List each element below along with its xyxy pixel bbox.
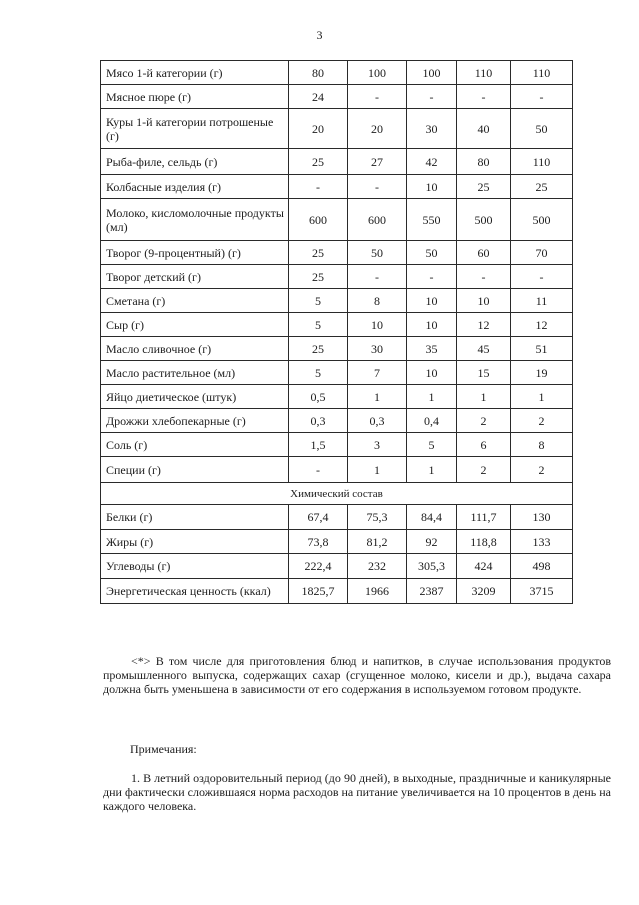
- table-cell-value: -: [289, 457, 348, 483]
- note-item-1: 1. В летний оздоровительный период (до 90 дней), в выходные, праздничные и каникулярные дни фактически сложившаяся норма расходов на питание увеличивается на 10 процентов в день на каждого человека.: [103, 771, 611, 813]
- table-row: [101, 457, 573, 483]
- table-cell-label: Творог детский (г): [101, 265, 289, 289]
- table-cell-label: Сметана (г): [101, 289, 289, 313]
- table-cell-value: 2: [457, 457, 511, 483]
- table-cell-value: 500: [511, 199, 573, 241]
- table-cell-value: 100: [348, 61, 407, 85]
- table-cell-value: 3: [348, 433, 407, 457]
- chemical-cell-label: Энергетическая ценность (ккал): [101, 579, 289, 604]
- notes-title: Примечания:: [130, 742, 197, 756]
- table-cell-value: 25: [289, 265, 348, 289]
- table-cell-value: 5: [289, 361, 348, 385]
- chemical-cell-value: 1966: [348, 579, 407, 604]
- table-cell-value: -: [348, 85, 407, 109]
- chemical-cell-value: 67,4: [289, 505, 348, 530]
- table-row: [101, 409, 573, 433]
- chemical-cell-value: 3715: [511, 579, 573, 604]
- chemical-cell-value: 305,3: [407, 554, 457, 579]
- table-cell-value: -: [289, 175, 348, 199]
- table-cell-value: 600: [289, 199, 348, 241]
- table-cell-value: 5: [289, 289, 348, 313]
- table-row: [101, 361, 573, 385]
- chemical-cell-value: 222,4: [289, 554, 348, 579]
- chemical-cell-label: Белки (г): [101, 505, 289, 530]
- table-cell-value: 35: [407, 337, 457, 361]
- table-cell-value: 10: [407, 289, 457, 313]
- table-cell-value: 70: [511, 241, 573, 265]
- chemical-section-title: Химический состав: [101, 483, 573, 505]
- table-cell-value: 600: [348, 199, 407, 241]
- table-row: [101, 199, 573, 241]
- chemical-cell-label: Углеводы (г): [101, 554, 289, 579]
- table-cell-value: 25: [289, 337, 348, 361]
- table-cell-value: 0,3: [348, 409, 407, 433]
- table-cell-value: 10: [348, 313, 407, 337]
- table-cell-value: 80: [289, 61, 348, 85]
- table-row: [101, 265, 573, 289]
- table-cell-value: 1: [348, 385, 407, 409]
- table-row: [101, 241, 573, 265]
- chemical-cell-label: Жиры (г): [101, 530, 289, 554]
- chemical-cell-value: 3209: [457, 579, 511, 604]
- table-cell-value: -: [348, 175, 407, 199]
- chemical-cell-value: 73,8: [289, 530, 348, 554]
- table-cell-value: 1: [407, 457, 457, 483]
- table-cell-value: 110: [511, 149, 573, 175]
- table-cell-value: 2: [511, 457, 573, 483]
- table-cell-value: 0,5: [289, 385, 348, 409]
- table-cell-value: 60: [457, 241, 511, 265]
- chemical-cell-value: 118,8: [457, 530, 511, 554]
- table-row: [101, 579, 573, 604]
- chemical-cell-value: 498: [511, 554, 573, 579]
- table-cell-label: Молоко, кисломолочные продукты (мл): [101, 199, 289, 241]
- table-cell-value: 25: [511, 175, 573, 199]
- page-number: 3: [316, 28, 323, 42]
- table-row: [101, 61, 573, 85]
- table-cell-value: -: [348, 265, 407, 289]
- chemical-cell-value: 232: [348, 554, 407, 579]
- table-cell-value: 19: [511, 361, 573, 385]
- table-cell-value: 20: [348, 109, 407, 149]
- table-cell-label: Специи (г): [101, 457, 289, 483]
- table-cell-value: 1: [457, 385, 511, 409]
- table-cell-value: 10: [407, 361, 457, 385]
- table-row: [101, 85, 573, 109]
- table-cell-label: Соль (г): [101, 433, 289, 457]
- table-row: [101, 337, 573, 361]
- table-cell-value: 550: [407, 199, 457, 241]
- table-cell-value: 0,4: [407, 409, 457, 433]
- chemical-cell-value: 81,2: [348, 530, 407, 554]
- table-cell-value: 8: [511, 433, 573, 457]
- table-cell-value: 40: [457, 109, 511, 149]
- table-cell-label: Мясное пюре (г): [101, 85, 289, 109]
- chemical-cell-value: 130: [511, 505, 573, 530]
- table-cell-value: 7: [348, 361, 407, 385]
- table-section-row: [101, 483, 573, 505]
- table-cell-value: 12: [511, 313, 573, 337]
- table-cell-value: 15: [457, 361, 511, 385]
- table-cell-value: 50: [407, 241, 457, 265]
- table-cell-value: -: [457, 85, 511, 109]
- table-cell-value: 80: [457, 149, 511, 175]
- table-row: [101, 109, 573, 149]
- table-cell-value: 25: [457, 175, 511, 199]
- table-cell-value: -: [457, 265, 511, 289]
- table-cell-value: 1,5: [289, 433, 348, 457]
- table-cell-value: -: [407, 265, 457, 289]
- table-cell-label: Масло растительное (мл): [101, 361, 289, 385]
- table-row: [101, 175, 573, 199]
- table-cell-value: 500: [457, 199, 511, 241]
- chemical-cell-value: 75,3: [348, 505, 407, 530]
- table-cell-value: 5: [407, 433, 457, 457]
- table-cell-value: 6: [457, 433, 511, 457]
- table-cell-value: 42: [407, 149, 457, 175]
- table-cell-value: 25: [289, 241, 348, 265]
- table-cell-label: Творог (9-процентный) (г): [101, 241, 289, 265]
- table-cell-label: Рыба-филе, сельдь (г): [101, 149, 289, 175]
- table-row: [101, 289, 573, 313]
- table-cell-label: Яйцо диетическое (штук): [101, 385, 289, 409]
- food-norms-table-body: [101, 61, 573, 604]
- table-cell-value: 10: [407, 313, 457, 337]
- table-cell-label: Мясо 1-й категории (г): [101, 61, 289, 85]
- table-cell-value: 25: [289, 149, 348, 175]
- table-cell-value: 30: [407, 109, 457, 149]
- chemical-cell-value: 424: [457, 554, 511, 579]
- table-row: [101, 149, 573, 175]
- chemical-cell-value: 2387: [407, 579, 457, 604]
- table-row: [101, 385, 573, 409]
- table-cell-value: 1: [511, 385, 573, 409]
- table-cell-value: 2: [457, 409, 511, 433]
- table-cell-value: 10: [457, 289, 511, 313]
- footnote-sugar: <*> В том числе для приготовления блюд и напитков, в случае использования продуктов промышленного выпуска, содержащих сахар (сгущенное молоко, кисели и др.), выдача сахара должна быть уменьшена в зависимости от его содержания в используемом готовом продукте.: [103, 654, 611, 696]
- chemical-cell-value: 84,4: [407, 505, 457, 530]
- table-cell-value: 0,3: [289, 409, 348, 433]
- table-cell-value: 27: [348, 149, 407, 175]
- table-cell-label: Масло сливочное (г): [101, 337, 289, 361]
- chemical-cell-value: 111,7: [457, 505, 511, 530]
- table-cell-value: 110: [457, 61, 511, 85]
- table-cell-value: 50: [511, 109, 573, 149]
- table-cell-value: 50: [348, 241, 407, 265]
- table-cell-label: Дрожжи хлебопекарные (г): [101, 409, 289, 433]
- table-row: [101, 554, 573, 579]
- table-cell-value: 5: [289, 313, 348, 337]
- table-cell-value: 8: [348, 289, 407, 313]
- table-cell-label: Колбасные изделия (г): [101, 175, 289, 199]
- table-row: [101, 433, 573, 457]
- table-cell-value: 24: [289, 85, 348, 109]
- table-cell-value: -: [511, 265, 573, 289]
- chemical-cell-value: 1825,7: [289, 579, 348, 604]
- table-cell-value: 2: [511, 409, 573, 433]
- table-cell-value: 20: [289, 109, 348, 149]
- table-cell-label: Сыр (г): [101, 313, 289, 337]
- chemical-cell-value: 92: [407, 530, 457, 554]
- table-cell-label: Куры 1-й категории потрошеные (г): [101, 109, 289, 149]
- table-cell-value: 51: [511, 337, 573, 361]
- table-cell-value: 30: [348, 337, 407, 361]
- table-cell-value: -: [407, 85, 457, 109]
- table-cell-value: 1: [348, 457, 407, 483]
- table-row: [101, 505, 573, 530]
- table-cell-value: -: [511, 85, 573, 109]
- table-cell-value: 10: [407, 175, 457, 199]
- table-row: [101, 313, 573, 337]
- food-norms-table: [100, 60, 573, 604]
- table-cell-value: 110: [511, 61, 573, 85]
- table-cell-value: 1: [407, 385, 457, 409]
- table-cell-value: 12: [457, 313, 511, 337]
- table-cell-value: 45: [457, 337, 511, 361]
- table-row: [101, 530, 573, 554]
- table-cell-value: 100: [407, 61, 457, 85]
- table-cell-value: 11: [511, 289, 573, 313]
- chemical-cell-value: 133: [511, 530, 573, 554]
